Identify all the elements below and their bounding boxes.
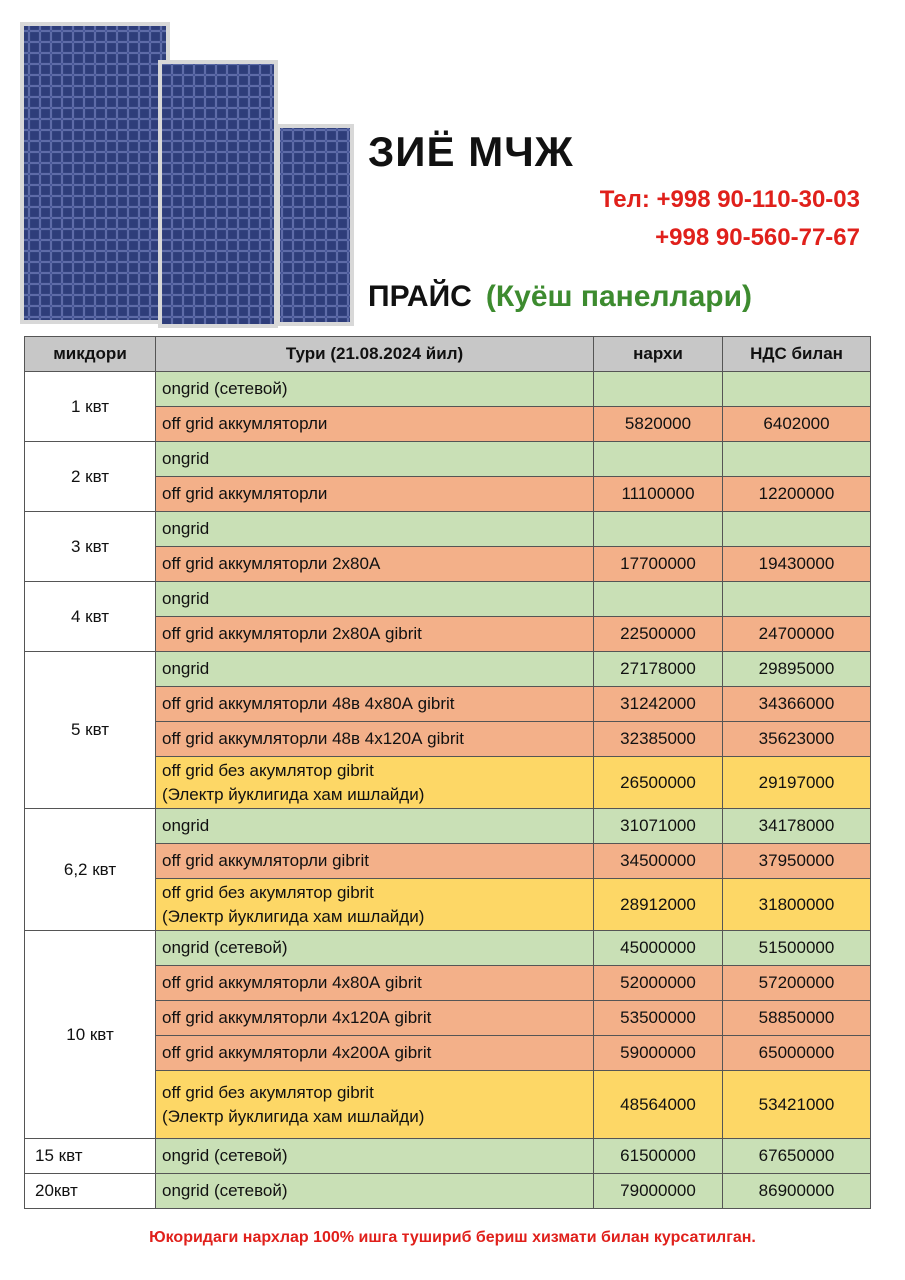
qty-cell: 10 квт (25, 931, 156, 1139)
header-price: нархи (594, 337, 723, 372)
price-cell: 45000000 (594, 931, 723, 966)
type-line-1: ongrid (162, 816, 210, 835)
price-cell: 22500000 (594, 617, 723, 652)
price-table (24, 336, 871, 1209)
type-line-2: (Электр йуклигида хам ишлайди) (162, 1106, 425, 1126)
vat-cell: 34366000 (723, 687, 871, 722)
price-cell (594, 512, 723, 547)
vat-cell (723, 372, 871, 407)
type-line-1: off grid аккумляторли 2х80А gibrit (162, 624, 422, 643)
type-line-1: ongrid (сетевой) (162, 1146, 288, 1165)
vat-cell: 12200000 (723, 477, 871, 512)
qty-cell: 3 квт (25, 512, 156, 582)
qty-cell: 15 квт (25, 1139, 156, 1174)
type-cell (156, 757, 594, 809)
type-cell (156, 722, 594, 757)
type-cell (156, 547, 594, 582)
vat-cell: 19430000 (723, 547, 871, 582)
price-cell: 79000000 (594, 1174, 723, 1209)
price-cell: 11100000 (594, 477, 723, 512)
vat-cell: 53421000 (723, 1071, 871, 1139)
type-cell (156, 844, 594, 879)
vat-cell: 6402000 (723, 407, 871, 442)
type-line-1: off grid аккумляторли gibrit (162, 851, 369, 870)
price-cell: 52000000 (594, 966, 723, 1001)
vat-cell: 37950000 (723, 844, 871, 879)
price-cell: 31242000 (594, 687, 723, 722)
table-row (25, 652, 871, 687)
type-line-1: off grid аккумляторли 48в 4х80А gibrit (162, 694, 455, 713)
type-line-1: off grid аккумляторли 4х120А gibrit (162, 1008, 432, 1027)
price-cell (594, 442, 723, 477)
type-line-2: (Электр йуклигида хам ишлайди) (162, 906, 425, 926)
table-row (25, 1139, 871, 1174)
price-label: ПРАЙС (368, 280, 472, 313)
price-cell: 17700000 (594, 547, 723, 582)
qty-cell: 1 квт (25, 372, 156, 442)
type-cell (156, 582, 594, 617)
type-line-1: ongrid (сетевой) (162, 938, 288, 957)
type-line-1: off grid аккумляторли (162, 484, 328, 503)
header-type: Тури (21.08.2024 йил) (156, 337, 594, 372)
vat-cell: 34178000 (723, 809, 871, 844)
type-cell (156, 1174, 594, 1209)
type-cell (156, 1001, 594, 1036)
price-title (368, 280, 752, 314)
vat-cell: 35623000 (723, 722, 871, 757)
type-cell (156, 687, 594, 722)
vat-cell (723, 582, 871, 617)
type-cell (156, 1071, 594, 1139)
table-row (25, 372, 871, 407)
header-qty: микдори (25, 337, 156, 372)
type-line-1: ongrid (сетевой) (162, 379, 288, 398)
company-name: ЗИЁ МЧЖ (368, 128, 574, 175)
type-cell (156, 652, 594, 687)
type-line-1: off grid аккумляторли 48в 4х120А gibrit (162, 729, 464, 748)
footer-note: Юкоридаги нархлар 100% ишга тушириб бериш хизмати билан курсатилган. (149, 1229, 756, 1246)
qty-cell: 2 квт (25, 442, 156, 512)
solar-panels-image (18, 20, 358, 330)
type-cell (156, 966, 594, 1001)
price-cell: 5820000 (594, 407, 723, 442)
type-cell (156, 1036, 594, 1071)
vat-cell: 65000000 (723, 1036, 871, 1071)
price-cell: 31071000 (594, 809, 723, 844)
price-cell: 32385000 (594, 722, 723, 757)
type-line-1: off grid без акумлятор gibrit (162, 882, 374, 902)
vat-cell: 31800000 (723, 879, 871, 931)
qty-cell: 20квт (25, 1174, 156, 1209)
price-subtitle: (Куёш панеллари) (485, 280, 753, 313)
vat-cell: 24700000 (723, 617, 871, 652)
type-line-1: off grid аккумляторли 2х80А (162, 554, 381, 573)
phone-line-2[interactable]: +998 90-560-77-67 (655, 224, 860, 251)
table-header-row (25, 337, 871, 372)
type-cell (156, 1139, 594, 1174)
type-cell (156, 617, 594, 652)
qty-cell: 4 квт (25, 582, 156, 652)
type-line-1: off grid аккумляторли 4х80А gibrit (162, 973, 422, 992)
qty-cell: 6,2 квт (25, 809, 156, 931)
table-row (25, 582, 871, 617)
qty-cell: 5 квт (25, 652, 156, 809)
type-line-1: ongrid (сетевой) (162, 1181, 288, 1200)
vat-cell: 29197000 (723, 757, 871, 809)
type-line-1: off grid аккумляторли 4х200А gibrit (162, 1043, 432, 1062)
type-cell (156, 407, 594, 442)
price-cell (594, 582, 723, 617)
type-line-1: ongrid (162, 519, 210, 538)
table-row (25, 512, 871, 547)
type-line-1: ongrid (162, 659, 210, 678)
vat-cell: 51500000 (723, 931, 871, 966)
vat-cell: 67650000 (723, 1139, 871, 1174)
price-cell: 34500000 (594, 844, 723, 879)
type-cell (156, 512, 594, 547)
price-cell: 48564000 (594, 1071, 723, 1139)
type-cell (156, 372, 594, 407)
price-cell: 26500000 (594, 757, 723, 809)
price-cell: 61500000 (594, 1139, 723, 1174)
type-cell (156, 931, 594, 966)
vat-cell: 58850000 (723, 1001, 871, 1036)
type-line-1: off grid без акумлятор gibrit (162, 1082, 374, 1102)
price-cell: 53500000 (594, 1001, 723, 1036)
type-line-1: off grid без акумлятор gibrit (162, 760, 374, 780)
price-cell (594, 372, 723, 407)
vat-cell (723, 512, 871, 547)
table-row (25, 1174, 871, 1209)
table-row (25, 442, 871, 477)
type-cell (156, 809, 594, 844)
vat-cell: 86900000 (723, 1174, 871, 1209)
vat-cell: 57200000 (723, 966, 871, 1001)
vat-cell: 29895000 (723, 652, 871, 687)
table-row (25, 931, 871, 966)
type-line-1: ongrid (162, 449, 210, 468)
type-line-2: (Электр йуклигида хам ишлайди) (162, 784, 425, 804)
price-cell: 27178000 (594, 652, 723, 687)
type-cell (156, 442, 594, 477)
type-line-1: ongrid (162, 589, 210, 608)
type-line-1: off grid аккумляторли (162, 414, 328, 433)
price-cell: 59000000 (594, 1036, 723, 1071)
type-cell (156, 879, 594, 931)
phone-line-1[interactable]: Тел: +998 90-110-30-03 (599, 186, 860, 213)
price-cell: 28912000 (594, 879, 723, 931)
header-vat: НДС билан (723, 337, 871, 372)
type-cell (156, 477, 594, 512)
table-row (25, 809, 871, 844)
vat-cell (723, 442, 871, 477)
